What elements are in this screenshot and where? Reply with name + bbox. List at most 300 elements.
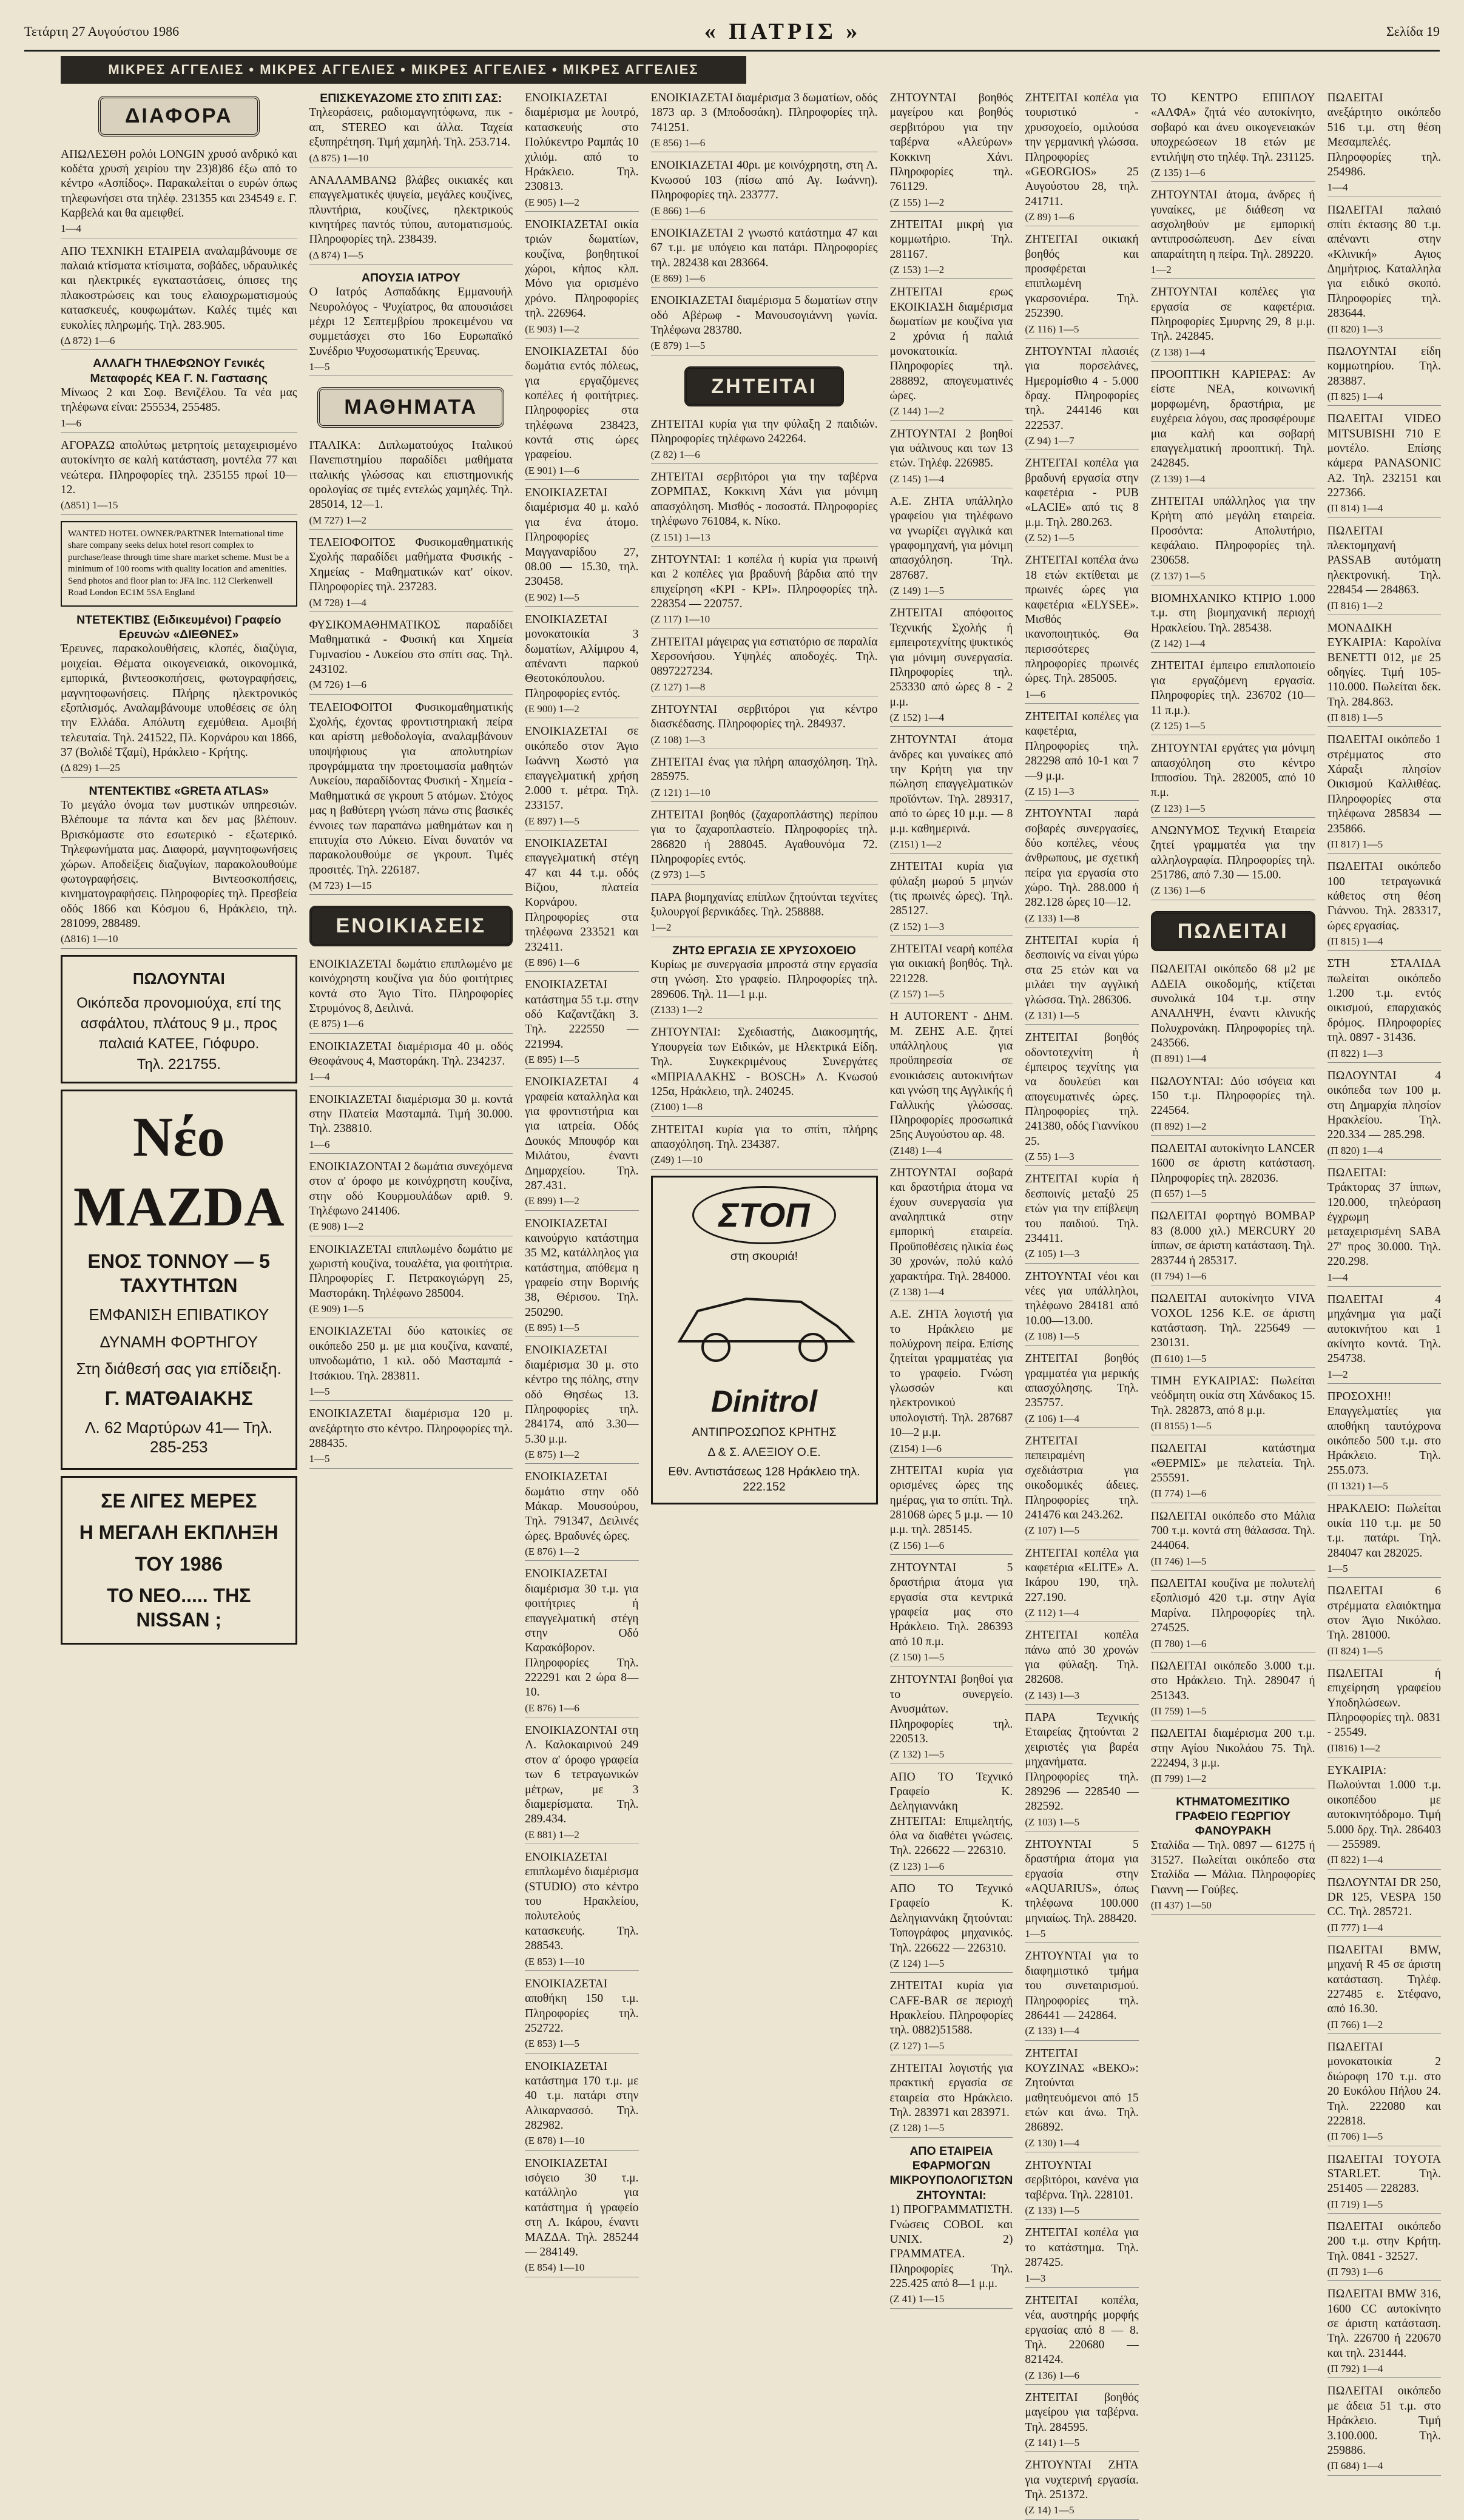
- classified-ad: [1151, 285, 1315, 362]
- ad-text: Ο Ιατρός Ασπαδάκης Εμμανουήλ Νευρολόγος - Ψυχίατρος, θα απουσιάσει μέχρι 12 Σεπτεμβρίου προκειμένου να συμμετάσχει στο 16ο Ευρωπαϊκό Συνέδριο Ψυχοσωματικής Έρευνας.: [309, 286, 513, 358]
- ad-text: Σταλίδα — Τηλ. 0897 — 61275 ή 31527. Πωλείται οικόπεδο στα Σταλίδα — Μάλια. Πληροφορίες Γιαννη — Γούβες.: [1150, 1839, 1315, 1896]
- mazda-ad: [61, 1090, 297, 1470]
- classified-ad: [525, 218, 638, 339]
- ad-text: ΠΑΡΑ βιομηχανίας επίπλων ζητούνται τεχνίτες ξυλουργοί βερνικάδες. Τηλ. 258888.: [650, 891, 878, 918]
- ad-text: ΠΩΛΕΙΤΑΙ παλαιό σπίτι έκτασης 80 τ.μ. απέναντι στην «Κλινική» Αγιος Δημήτριος. Καταλληλα για ειδικό σκοπό. Πληροφορίες τηλ. 283644.: [1327, 203, 1441, 320]
- ad-reference: (Π 824) 1—5: [1327, 1645, 1383, 1657]
- classified-ad: [309, 91, 513, 167]
- ad-text: ΑΠΟ ΤΟ Τεχνικό Γραφείο Κ. Δεληγιαννάκη ζητούνται: Τοπογράφος μηχανικός. Τηλ. 226622 — 226310.: [889, 1882, 1013, 1955]
- ad-reference: (Z 52) 1—5: [1025, 532, 1074, 544]
- ad-reference: (Μ 728) 1—4: [309, 596, 366, 608]
- classified-ad: [1025, 1434, 1138, 1540]
- ad-reference: (Z 127) 1—8: [650, 681, 706, 693]
- ad-reference: (Π 684) 1—4: [1327, 2460, 1383, 2472]
- ad-text: ΕΝΟΙΚΙΑΖΕΤΑΙ σε οικόπεδο στον Άγιο Ιωάννη Χωστό για επαγγελματική χρήση 2.000 τ. μέτρα. Τηλ. 233157.: [525, 725, 639, 812]
- dinitrol-sub: στη σκουριά!: [730, 1249, 798, 1263]
- ad-text: ΕΝΟΙΚΙΑΖΕΤΑΙ δωμάτιο επιπλωμένο με κοινόχρηστη κουζίνα για δύο φοιτήτριες κοντά στο Άγιο Τίτο. Πληροφορίες Στρυμόνος 8, Δειλινά.: [309, 957, 513, 1015]
- ad-text: ΖΗΤΟΥΝΤΑΙ εργάτες για μόνιμη απασχόληση στο κέντρο Ιπποσίου. Τηλ. 282005, από 10 π.μ.: [1150, 742, 1315, 800]
- classified-ad: [525, 345, 638, 480]
- ad-text: ΠΩΛΟΥΝΤΑΙ είδη κομμωτηρίου. Τηλ. 283887.: [1327, 345, 1441, 388]
- ad-reference: (Z148) 1—4: [889, 1144, 942, 1156]
- ad-reference: (Π 822) 1—3: [1327, 1047, 1383, 1059]
- classified-ad: [890, 1464, 1013, 1555]
- ad-reference: (Ε 875) 1—6: [309, 1018, 364, 1030]
- ad-text: ΠΩΛΕΙΤΑΙ ή επιχείρηση γραφείου Υποδηλώσεων. Πληροφορίες τηλ. 0831 - 25549.: [1327, 1666, 1441, 1739]
- classified-ad: [1151, 1509, 1315, 1571]
- ad-text: ΜΟΝΑΔΙΚΗ ΕΥΚΑΙΡΙΑ: Καρολίνα BENETTI 012, με 25 οδηγίες. Τιμή 105-110.000. Πωλείται δεκ. Τηλ. 284.863.: [1327, 621, 1441, 709]
- classified-ad: [61, 356, 297, 433]
- ad-reference: (Π 891) 1—4: [1150, 1053, 1207, 1065]
- ad-reference: (Z49) 1—10: [650, 1154, 703, 1166]
- classified-ad: [309, 1407, 513, 1468]
- classified-ad: [309, 1040, 513, 1086]
- classified-ad: [651, 943, 878, 1020]
- ad-text: ΠΩΛΕΙΤΑΙ αυτοκίνητο VIVA VOXOL 1256 Κ.Ε. σε άριστη κατάσταση. Τηλ. 225649 — 230131.: [1150, 1292, 1315, 1350]
- classified-ad: [1025, 2391, 1138, 2452]
- classified-ad: [1327, 1584, 1441, 1660]
- ad-reference: (Z 156) 1—6: [889, 1539, 945, 1551]
- ad-reference: (Z 137) 1—5: [1150, 570, 1206, 582]
- nissan-line-4: ΤΟ ΝΕΟ..... ΤΗΣ NISSAN ;: [107, 1584, 251, 1631]
- ad-reference: (Z 132) 1—5: [889, 1748, 945, 1760]
- ad-reference: (Π 706) 1—5: [1327, 2131, 1383, 2143]
- notice-sale-plots: [61, 955, 297, 1084]
- classified-ad: [525, 978, 638, 1069]
- section-head-enoikiaseis: ΕΝΟΙΚΙΑΣΕΙΣ: [309, 906, 513, 946]
- classified-ad: [890, 1009, 1013, 1160]
- ad-reference: (Π 774) 1—6: [1150, 1487, 1207, 1500]
- ad-reference: (Ε 895) 1—5: [525, 1054, 579, 1065]
- ad-text: ΖΗΤΕΙΤΑΙ κυρία για την φύλαξη 2 παιδιών. Πληροφορίες τηλέφωνο 242264.: [650, 418, 878, 446]
- classified-ad: [890, 285, 1013, 420]
- ad-text: ΕΝΟΙΚΙΑΖΕΤΑΙ δύο κατοικίες σε οικόπεδο 250 μ. με μια κουζίνα, καναπέ, υπνοδωμάτιο, 1 κιλ. οδό Μασταμπά - Ιτσάκιου. Τηλ. 283811.: [309, 1325, 513, 1383]
- classified-ad: [1327, 1764, 1441, 1870]
- ad-text: ΖΗΤΕΙΤΑΙ μάγειρας για εστιατόριο σε παραλία Χερσονήσου. Υψηλές αποδοχές. Τηλ. 0897227234.: [650, 635, 878, 678]
- classified-ad: [890, 218, 1013, 279]
- ad-reference: (Z 973) 1—5: [650, 869, 706, 881]
- ad-text: ΖΗΤΟΥΝΤΑΙ παρά σοβαρές συνεργασίες, δύο κοπέλες, νέους άνθρωπους, με σχετική πείρα για εργασία στο χώρο. Τηλ. 288.000 ή 282.128 ώρες 10—12.: [1025, 807, 1139, 909]
- ad-reference: (Z 127) 1—5: [889, 2040, 945, 2052]
- nissan-line-1: ΣΕ ΛΙΓΕΣ ΜΕΡΕΣ: [101, 1489, 257, 1512]
- ad-text: ΖΗΤΕΙΤΑΙ κυρία ή δεσποινίς μεταξύ 25 ετών για την επίβλεψη του παιδιού. Τηλ. 234411.: [1025, 1173, 1139, 1245]
- classified-ad: [1151, 1577, 1315, 1653]
- ad-reference: (Δ851) 1—15: [61, 499, 118, 511]
- dinitrol-ad: [651, 1176, 878, 1504]
- dinitrol-brand: Dinitrol: [711, 1384, 817, 1418]
- ad-text: ΕΝΟΙΚΙΑΖΕΤΑΙ διαμέρισμα 120 μ. ανεξάρτητο στο κέντρο. Πληροφορίες τηλ. 288435.: [309, 1407, 513, 1450]
- ad-text: ΖΗΤΟΥΝΤΑΙ κοπέλες για εργασία σε καφετέρια. Πληροφορίες Σμυρνης 29, 8 μ.μ. Τηλ. 242845.: [1150, 286, 1315, 343]
- ad-reference: 1—4: [1327, 181, 1348, 194]
- ad-text: ΠΩΛΕΙΤΑΙ διαμέρισμα 200 τ.μ. στην Αγίου Νικολάου 75. Τηλ. 222494, 3 μ.μ.: [1150, 1727, 1315, 1770]
- ad-reference: (Π 816) 1—2: [1327, 599, 1383, 611]
- classified-ad: [1151, 1209, 1315, 1285]
- classified-ad: [1025, 807, 1138, 928]
- classified-ad: [651, 1123, 878, 1170]
- column-2: [309, 91, 513, 2129]
- ad-reference: (Ε 876) 1—6: [525, 1702, 579, 1714]
- classified-ad: [1327, 1390, 1441, 1496]
- ad-reference: (Z 139) 1—4: [1150, 473, 1206, 485]
- classified-ad: [1151, 494, 1315, 585]
- classified-ad: [1025, 1546, 1138, 1623]
- ad-reference: (Z 136) 1—6: [1150, 884, 1206, 897]
- ad-text: ΕΝΟΙΚΙΑΖΕΤΑΙ επαγγελματική στέγη 47 και 44 τ.μ. οδός Βίζιου, πλατεία Κορνάρου. Πληροφορίες στα τηλέφωνα 233521 και 232411.: [525, 837, 639, 954]
- classified-ad: [525, 1470, 638, 1561]
- mazda-address: Λ. 62 Μαρτύρων 41— Τηλ. 285-253: [85, 1418, 273, 1457]
- ad-text: ΕΝΟΙΚΙΑΖΕΤΑΙ διαμέρισμα 30 τ.μ. για φοιτήτριες ή επαγγελματική στέγη στην Οδό Καρακόβορον. Πληροφορίες Τηλ. 222291 και 2 ώρα 8—10.: [525, 1568, 639, 1699]
- ad-text: ΠΩΛΕΙΤΑΙ κουζίνα με πολυτελή εξοπλισμό 420 τ.μ. στην Αγία Μαρίνα. Πληροφορίες τηλ. 274525.: [1150, 1577, 1315, 1635]
- classified-ad: [1025, 232, 1138, 339]
- ad-text: ΖΗΤΕΙΤΑΙ κυρία για ορισμένες ώρες της ημέρας, για το σπίτι. Τηλ. 281068 ώρες 5 μ.μ. — 10 μ.μ. τηλ. 285145.: [889, 1464, 1013, 1537]
- banner-label: ΜΙΚΡΕΣ ΑΓΓΕΛΙΕΣ • ΜΙΚΡΕΣ ΑΓΓΕΛΙΕΣ • ΜΙΚΡΕΣ ΑΓΓΕΛΙΕΣ • ΜΙΚΡΕΣ ΑΓΓΕΛΙΕΣ: [108, 62, 699, 77]
- ad-reference: (Z 152) 1—4: [889, 712, 945, 723]
- ad-text: ΠΩΛΕΙΤΑΙ αυτοκίνητο LANCER 1600 σε άριστη κατάσταση. Πληροφορίες τηλ. 282036.: [1150, 1142, 1315, 1185]
- classified-ad: [525, 2060, 638, 2151]
- ad-reference: (Z 41) 1—15: [889, 2293, 945, 2305]
- ad-text: ΠΩΛΕΙΤΑΙ μονοκατοικία 2 διώροφη 170 τ.μ. στο 20 Ευκόλου Πήλου 24. Τηλ. 222080 και 222818.: [1327, 2041, 1441, 2128]
- ad-text: ΦΥΣΙΚΟΜΑΘΗΜΑΤΙΚΟΣ παραδίδει Μαθηματικά - Φυσική και Χημεία Γυμνασίου - Λυκείου στο σπίτι σας. Τηλ. 243102.: [309, 618, 513, 676]
- header-rule: [24, 50, 1440, 52]
- ad-text: ΕΝΟΙΚΙΑΖΕΤΑΙ επιπλωμένο διαμέρισμα (STUDIO) στο κέντρο του Ηρακλείου, πολυτελούς κατασκευής. Τηλ. 288543.: [525, 1850, 639, 1953]
- classified-ad: [1025, 2458, 1138, 2519]
- ad-text: ΖΗΤΟΥΝΤΑΙ σερβιτόροι, κανένα για ταβέρνα. Τηλ. 228101.: [1025, 2159, 1139, 2202]
- classified-ad: [890, 1673, 1013, 1764]
- ad-reference: (Π 825) 1—4: [1327, 390, 1383, 402]
- ad-text: ΠΩΛΕΙΤΑΙ ανεξάρτητο οικόπεδο 516 τ.μ. στη θέση Μεσαμπελές. Πληροφορίες τηλ. 254986.: [1327, 92, 1441, 178]
- mazda-line-2: ΕΜΦΑΝΙΣΗ ΕΠΙΒΑΤΙΚΟΥ: [89, 1305, 269, 1324]
- ad-text: ΑΠΟ ΤΕΧΝΙΚΗ ΕΤΑΙΡΕΙΑ αναλαμβάνουμε σε παλαιά κτίσματα κτίσιματα, σοβάδες, υδραυλικές και ηλεκτρικές εγκαταστάσεις, όπισες της πλακοστρώσεις και τους ελαιοχρωματισμούς κατασκευές, κουφωμάτων. Καλές τιμές και ευκολίες πληρωμής. Τηλ. 283.905.: [61, 244, 297, 332]
- ad-text: ΠΑΡΑ Τεχνικής Εταιρείας ζητούνται 2 χειριστές για βαρέα μηχανήματα. Πληροφορίες τηλ. 289296 — 228540 — 282592.: [1025, 1711, 1139, 1813]
- ad-reference: (Π 792) 1—4: [1327, 2363, 1383, 2375]
- ad-reference: (Ε 856) 1—6: [650, 137, 706, 149]
- classified-ad: [890, 733, 1013, 854]
- columns: [61, 91, 1441, 2516]
- notice-text: Οικόπεδα προνομιούχα, επί της ασφάλτου, πλάτους 9 μ., προς παλαιά ΚΑΤΕΕ, Γιόφυρο.: [76, 995, 282, 1053]
- ad-text: ΤΕΛΕΙΟΦΟΙΤΟΙ Φυσικομαθηματικής Σχολής, έχοντας φροντιστηριακή πείρα και αρίστη μεθοδολογία, αναλαμβάνουν υποψήφιους για απολυτηρίων προγράμματα την προετοιμασία μαθητών Λυκείου, παραδίδοντας Φυσική - Χημεία - Μαθηματικά σε γκρουπ 5 ατόμων. Στόχος μας η βαθύτερη γνώση πάνω στις βασικές έννοιες των παραπάνω μαθημάτων και η επιτυχία στο Λύκειο. Είναι δυνατόν να παρακολουθούμε σε γκρουπ. Τιμές προσιτές. Τηλ. 226187.: [309, 701, 513, 877]
- ad-text: ΕΝΟΙΚΙΑΖΕΤΑΙ διαμέρισμα 40 μ. οδός Θεοφάνους 4, Μαστοράκη. Τηλ. 234237.: [309, 1040, 513, 1068]
- classified-ad: [525, 1723, 638, 1844]
- ad-text: ΕΝΟΙΚΙΑΖΟΝΤΑΙ στη Λ. Καλοκαιρινού 249 στον α' όροφο γραφεία των 6 τετραγωνικών μέτρων, με 3 διαμερίσματα. Τηλ. 289.434.: [525, 1724, 639, 1826]
- ad-title: ΚΤΗΜΑΤΟΜΕΣΙΤΙΚΟ ΓΡΑΦΕΙΟ ΓΕΩΡΓΙΟΥ ΦΑΝΟΥΡΑΚΗ: [1175, 1794, 1291, 1838]
- ad-text: ΖΗΤΟΥΝΤΑΙ σερβιτόροι για κέντρο διασκέδασης. Πληροφορίες τηλ. 284937.: [650, 702, 878, 731]
- ad-text: ΕΝΟΙΚΙΑΖΕΤΑΙ δύο δωμάτια εντός πόλεως, για εργαζόμενες κοπέλες ή φοιτήτριες. Πληροφορίες στα τηλέφωνα 238423, κοντά στις ώρες γραφείου.: [525, 345, 639, 462]
- classified-ad: [525, 486, 638, 607]
- ad-reference: 1—6: [61, 417, 81, 429]
- ad-reference: (Ε 876) 1—2: [525, 1546, 579, 1558]
- ad-text: ΕΝΟΙΚΙΑΖΕΤΑΙ καινούργιο κατάστημα 35 Μ2, κατάλληλος για κατάστημα, απόθεμα η γραφείο στην Βορινής 38, Θέρισου. Τηλ. 250290.: [525, 1217, 639, 1319]
- ad-reference: (Z 143) 1—3: [1025, 1689, 1080, 1701]
- classified-ad: [651, 808, 878, 884]
- ad-text: ΖΗΤΕΙΤΑΙ λογιστής για πρακτική εργασία σε εταιρεία στο Ηράκλειο. Τηλ. 283971 και 283971.: [889, 2061, 1013, 2119]
- ad-title: ΝΤΕΤΕΚΤΙΒΣ (Ειδικευμένοι) Γραφείο Ερευνών «ΔΙΕΘΝΕΣ»: [76, 613, 282, 641]
- ad-reference: (Δ816) 1—10: [61, 933, 118, 945]
- classified-ad: [890, 1979, 1013, 2055]
- dinitrol-address: Δ & Σ. ΑΛΕΞΙΟΥ Ο.Ε.: [707, 1445, 821, 1459]
- ad-reference: (Π 1321) 1—5: [1327, 1480, 1388, 1492]
- classified-ad: [1327, 2152, 1441, 2214]
- ad-text: ΕΥΚΑΙΡΙΑ: Πωλούνται 1.000 τ.μ. οικοπέδου με αυτοκινητόδρομο. Τιμή 5.000 δρχ. Τηλ. 286403 — 255989.: [1327, 1764, 1441, 1851]
- classified-ad: [1327, 1943, 1441, 2034]
- classified-ad: [1151, 91, 1315, 182]
- classified-ad: [890, 1561, 1013, 1667]
- classified-ad: [1151, 1074, 1315, 1136]
- column-7: [1151, 91, 1315, 2129]
- ad-reference: (Z 103) 1—5: [1025, 1816, 1080, 1828]
- classified-ad: [1327, 1501, 1441, 1578]
- ad-reference: (Π 820) 1—4: [1327, 1144, 1383, 1156]
- classified-ad: [1151, 188, 1315, 279]
- mazda-title: Νέο MAZDA: [73, 1106, 285, 1238]
- ad-reference: (Z 133) 1—4: [1025, 2025, 1080, 2037]
- classified-ad: [61, 439, 297, 515]
- ad-reference: (Ε 881) 1—2: [525, 1828, 579, 1841]
- ad-text: ΖΗΤΕΙΤΑΙ νεαρή κοπέλα για οικιακή βοηθός. Τηλ. 221228.: [889, 942, 1013, 985]
- ad-text: ΖΗΤΕΙΤΑΙ κοπέλα, νέα, αυστηρής μορφής εργασίας από 8 — 8. Τηλ. 220680 — 821424.: [1025, 2294, 1139, 2367]
- ad-reference: (Ε 854) 1—10: [525, 2262, 585, 2274]
- classified-ad: [1025, 1172, 1138, 1263]
- ad-text: ΠΩΛΕΙΤΑΙ οικόπεδο 100 τετραγωνικά κάθετος στη θέση Γιάννου. Τηλ. 283317, ώρες εργασίας.: [1327, 860, 1441, 932]
- ad-reference: 1—4: [309, 1071, 330, 1083]
- ad-reference: 1—6: [1025, 688, 1046, 700]
- classified-ad: [1025, 934, 1138, 1025]
- classified-ad: [1327, 1069, 1441, 1160]
- classified-ad: [1327, 2287, 1441, 2378]
- classified-ad: [1151, 1659, 1315, 1720]
- classified-ad: [1025, 1270, 1138, 1346]
- classified-ad: [1151, 659, 1315, 735]
- ad-reference: (Π 822) 1—4: [1327, 1854, 1383, 1866]
- ad-reference: (Ε 905) 1—2: [525, 196, 579, 208]
- ad-reference: (Z 124) 1—5: [889, 1957, 945, 1969]
- classified-ad: [1327, 91, 1441, 197]
- car-icon: [661, 1268, 868, 1378]
- ad-text: ΠΩΛΕΙΤΑΙ οικόπεδο 68 μ2 με ΑΔΕΙΑ οικοδομής, κτίζεται συνολικά 104 τ.μ. στην ΑΝΑΛΗΨΗ, έναντι κλινικής Πολυχρονάκη. Πληροφορίες τηλ. 243566.: [1150, 963, 1315, 1049]
- classified-ad: [651, 226, 878, 288]
- ad-reference: (Π 818) 1—5: [1327, 712, 1383, 723]
- ad-text: ΖΗΤΕΙΤΑΙ κοπέλα για το κατάστημα. Τηλ. 287425.: [1025, 2226, 1139, 2269]
- ad-text: ΑΝΩΝΥΜΟΣ Τεχνική Εταιρεία ζητεί γραμματέα για την αλληλογραφία. Πληροφορίες τηλ. 251786, από 7.30 — 15.00.: [1150, 824, 1315, 881]
- ad-reference: 1—4: [61, 223, 81, 235]
- ad-reference: (Π 892) 1—2: [1150, 1120, 1207, 1132]
- ad-reference: 1—5: [309, 1453, 330, 1465]
- ad-reference: (Z 112) 1—4: [1025, 1607, 1079, 1619]
- classifieds-banner: [61, 56, 746, 84]
- ad-reference: (Ε 908) 1—2: [309, 1221, 364, 1233]
- classified-ad: [525, 837, 638, 972]
- ad-reference: (Z 153) 1—2: [889, 264, 945, 275]
- dinitrol-address-2: Εθν. Αντιστάσεως 128 Ηράκλειο τηλ. 222.152: [668, 1465, 860, 1494]
- classified-ad: [1151, 962, 1315, 1068]
- ad-reference: (Δ 872) 1—6: [61, 334, 115, 346]
- ad-text: ΒΙΟΜΗΧΑΝΙΚΟ ΚΤΙΡΙΟ 1.000 τ.μ. στη βιομηχανική περιοχή Ηρακλείου. Τηλ. 285438.: [1150, 592, 1315, 635]
- classified-ad: [309, 1093, 513, 1154]
- ad-text: ΠΩΛΕΙΤΑΙ οικόπεδο 200 τ.μ. στην Κρήτη. Τηλ. 0841 - 32527.: [1327, 2220, 1441, 2263]
- classified-ad: [651, 702, 878, 749]
- ad-text: ΖΗΤΟΥΝΤΑΙ: Σχεδιαστής, Διακοσμητής, Υπουργεία των Ειδικών, με Ηλεκτρικά Είδη. Τηλ. Συγκεκριμένους Συνεργάτες «ΜΠΡΙΑΛΑΚΗΣ - BOSCH» Λ. Κνωσού 125α, Ηράκλειο, τηλ. 240245.: [650, 1026, 878, 1098]
- ad-reference: (Z 144) 1—2: [889, 405, 945, 417]
- ad-reference: (Π 814) 1—4: [1327, 502, 1383, 514]
- ad-text: ΕΝΟΙΚΙΑΖΕΤΑΙ ισόγειο 30 τ.μ. κατάλληλο για κατάστημα ή γραφείο στη Λ. Ικάρου, έναντι ΜΑΖΔΑ. Τηλ. 285244 — 284149.: [525, 2157, 639, 2259]
- ad-title: ΕΠΙΣΚΕΥΑΖΟΜΕ ΣΤΟ ΣΠΙΤΙ ΣΑΣ:: [320, 92, 502, 105]
- classified-ad: [1025, 2294, 1138, 2385]
- ad-reference: (Π 719) 1—5: [1327, 2198, 1383, 2210]
- ad-text: ΖΗΤΟΥΝΤΑΙ βοηθοί για το συνεργείο. Ανυσμάτων. Πληροφορίες τηλ. 220513.: [889, 1673, 1013, 1745]
- ad-reference: (Z 123) 1—5: [1150, 802, 1206, 814]
- classified-ad: [1025, 1838, 1138, 1944]
- header-bar: [24, 19, 1440, 44]
- ad-text: ΤΕΛΕΙΟΦΟΙΤΟΣ Φυσικομαθηματικής Σχολής παραδίδει μαθήματα Φυσικής - Χημείας - Μαθηματικών κατ' οίκον. Πληροφορίες τηλ. 237283.: [309, 536, 513, 594]
- ad-reference: (Δ 829) 1—25: [61, 762, 120, 774]
- ad-reference: (Z 116) 1—5: [1025, 323, 1079, 335]
- ad-reference: (Π816) 1—2: [1327, 1742, 1380, 1754]
- ad-reference: 1—4: [1327, 1271, 1348, 1283]
- classified-ad: [1327, 621, 1441, 727]
- ad-text: ΠΩΛΕΙΤΑΙ οικόπεδο στο Μάλια 700 τ.μ. κοντά στη θάλασσα. Τηλ. 244064.: [1150, 1509, 1315, 1552]
- ad-text: ΕΝΟΙΚΙΑΖΕΤΑΙ επιπλωμένο δωμάτιο με χωριστή κουζίνα, τουαλέτα, για φοιτήτρια. Πληροφορίες Γ. Πετρακογιώργη 25, Μαστοράκη. Τηλέφωνο 285004.: [309, 1242, 513, 1300]
- ad-text: ΕΝΟΙΚΙΑΖΕΤΑΙ διαμέρισμα 5 δωματίων στην οδό Αβέρωφ - Μανουσογιάννη γωνία. Τηλέφωνα 283780.: [650, 294, 878, 337]
- ad-text: Α.Ε. ΖΗΤΑ υπάλληλο γραφείου για τηλέφωνο να γνωρίζει αγγλικά και γραφομηχανή, για μόνιμη απασχόληση. Τηλ. 287687.: [889, 494, 1013, 582]
- ad-reference: (Z 155) 1—2: [889, 196, 945, 208]
- classified-ad: [651, 91, 878, 152]
- ad-text: ΖΗΤΟΥΝΤΑΙ: 1 κοπέλα ή κυρία για πρωινή και 2 κοπέλες για βραδυνή βάρδια από την επιχείρηση «KPI - KPI». Πληροφορίες τηλ. 228354 — 220757.: [650, 553, 878, 610]
- ad-text: ΖΗΤΟΥΝΤΑΙ άτομα, άνδρες ή γυναίκες, με διάθεση να ασχοληθούν με εμπορική αντιπροσώπευση. Δεν είναι απαραίτητη η πείρα. Τηλ. 289220.: [1150, 189, 1315, 261]
- classified-ad: [651, 891, 878, 937]
- ad-reference: (Π 657) 1—5: [1150, 1188, 1207, 1200]
- ad-reference: (Z 89) 1—6: [1025, 211, 1074, 223]
- classified-ad: [1327, 2384, 1441, 2475]
- classified-ad: [1025, 553, 1138, 704]
- classified-ad: [525, 1977, 638, 2053]
- classified-ad: [1151, 1727, 1315, 1788]
- issue-date: Τετάρτη 27 Αυγούστου 1986: [24, 24, 180, 39]
- ad-reference: (Z 152) 1—3: [889, 920, 945, 932]
- classified-ad: [309, 439, 513, 530]
- ad-reference: (Ε 896) 1—6: [525, 956, 579, 968]
- ad-reference: (Z 138) 1—4: [889, 1285, 945, 1298]
- ad-reference: (Z 133) 1—5: [1025, 2205, 1080, 2217]
- ad-reference: 1—2: [650, 921, 672, 934]
- classified-ad: [309, 271, 513, 377]
- ad-text: ΤΟ ΚΕΝΤΡΟ ΕΠΙΠΛΟΥ «ΑΛΦΑ» ζητά νέο αυτοκίνητο, σοβαρό και άνευ οικογενειακών υποχρεώσεων 18 ετών με εντιλήψη στο τηλέφ. Τηλ. 231125.: [1150, 92, 1315, 164]
- classified-ad: [1151, 824, 1315, 900]
- ad-text: ΖΗΤΟΥΝΤΑΙ βοηθός μαγείρου και βοηθός σερβιτόρου για την ταβέρνα «Αλεύρων» Κοκκινη Χάνι. Πληροφορίες τηλ. 761129.: [889, 92, 1013, 194]
- ad-title: ΝΤΕΝΤΕΚΤΙΒΣ «GRETA ATLAS»: [89, 784, 269, 798]
- ad-text: ΖΗΤΕΙΤΑΙ κυρία για φύλαξη μωρού 5 μηνών (τις πρωινές ώρες). Τηλ. 285127.: [889, 860, 1013, 918]
- ad-reference: (Z 82) 1—6: [650, 448, 700, 460]
- ad-reference: (Z 150) 1—5: [889, 1651, 945, 1663]
- ad-text: ΕΝΟΙΚΙΑΖΕΤΑΙ αποθήκη 150 τ.μ. Πληροφορίες τηλ. 252722.: [525, 1977, 639, 2035]
- ad-text: ΖΗΤΟΥΝΤΑΙ 5 δραστήρια άτομα για εργασία στην «AQUARIUS», όπως τηλέφωνα 100.000 μηνιαίως. Τηλ. 288420.: [1025, 1838, 1139, 1925]
- ad-text: ΠΩΛΕΙΤΑΙ VIDEO MITSUBISHI 710 Ε μοντέλο. Επίσης κάμερα PANASONIC A2. Τηλ. 232151 και 227366.: [1327, 413, 1441, 499]
- classified-ad: [61, 244, 297, 351]
- classified-ad: [1025, 456, 1138, 547]
- ad-text: ΕΝΟΙΚΙΑΖΕΤΑΙ διαμέρισμα 30 μ. στο κέντρο της πόλης, στην οδό Θησέως 13. Πληροφορίες τηλ. 284174, από 3.30—5.30 μ.μ.: [525, 1344, 639, 1446]
- ad-reference: (Ε 897) 1—5: [525, 815, 579, 827]
- nissan-ad: [61, 1476, 297, 1645]
- ad-reference: (Π 780) 1—6: [1150, 1637, 1207, 1649]
- ad-reference: (Π 437) 1—50: [1150, 1899, 1212, 1912]
- ad-text: ΠΡΟΣΟΧΗ!! Επαγγελματίες για αποθήκη ταυτόχρονα οικόπεδο 500 τ.μ. στο Ηράκλειο. Τηλ. 255.073.: [1327, 1390, 1441, 1477]
- classified-ad: [1151, 741, 1315, 818]
- ad-text: ΕΝΟΙΚΙΑΖΕΤΑΙ κατάστημα 55 τ.μ. στην οδό Καζαντζάκη 3. Τηλ. 222550 — 221994.: [525, 979, 639, 1051]
- ad-text: ΠΩΛΕΙΤΑΙ πλεκτομηχανή PASSAB αυτόματη ηλεκτρονική. Τηλ. 228454 — 284863.: [1327, 524, 1441, 597]
- classified-ad: [1327, 2220, 1441, 2281]
- classified-ad: [1327, 860, 1441, 951]
- classified-ad: [1025, 1628, 1138, 1705]
- ad-text: ΖΗΤΕΙΤΑΙ κοπέλες για καφετέρια, Πληροφορίες τηλ. 282298 από 10-1 και 7—9 μ.μ.: [1025, 710, 1139, 783]
- classified-ad: [1327, 412, 1441, 518]
- ad-title: ΖΗΤΩ ΕΡΓΑΣΙΑ ΣΕ ΧΡΥΣΟΧΟΕΙΟ: [672, 943, 856, 957]
- ad-reference: (Ε 866) 1—6: [650, 204, 706, 217]
- ad-text: ΕΝΟΙΚΙΑΖΕΤΑΙ διαμέρισμα 3 δωματίων, οδός 1873 αρ. 3 (Μποδοσάκη). Πληροφορίες τηλ. 741251.: [650, 92, 878, 134]
- ad-reference: (Μ 727) 1—2: [309, 514, 366, 526]
- classified-ad: [651, 553, 878, 629]
- ad-text: ΤΙΜΗ ΕΥΚΑΙΡΙΑΣ: Πωλείται νεόδμητη οικία στη Χάνδακος 15. Τηλ. 282873, από 8 μ.μ.: [1150, 1374, 1315, 1417]
- classified-ad: [890, 1770, 1013, 1876]
- nissan-line-2: Η ΜΕΓΑΛΗ ΕΚΠΛΗΞΗ: [79, 1521, 278, 1543]
- classified-ad: [309, 174, 513, 264]
- ad-text: ΖΗΤΕΙΤΑΙ έμπειρο επιπλοποιείο για εργαζόμενη εργασία. Πληροφορίες τηλ. 236702 (10—11 π.μ.).: [1150, 659, 1315, 717]
- ad-text: ΖΗΤΕΙΤΑΙ κυρία για το σπίτι, πλήρης απασχόληση. Τηλ. 234387.: [650, 1123, 878, 1151]
- ad-reference: (Π 820) 1—3: [1327, 323, 1383, 335]
- classified-ad: [309, 536, 513, 612]
- classified-ad: [1025, 2226, 1138, 2287]
- ad-reference: 1—2: [1327, 1368, 1348, 1380]
- classified-ad: [1025, 2047, 1138, 2153]
- ad-text: Κυρίως με συνεργασία μπροστά στην εργασία στη γνώση. Στο γραφείο. Πληροφορίες τηλ. 289606. Τηλ. 11—1 μ.μ.: [650, 958, 878, 1001]
- ad-text: ΕΝΟΙΚΙΑΖΕΤΑΙ 2 γνωστό κατάστημα 47 και 67 τ.μ. με υπόγειο και πατάρι. Πληροφορίες τηλ. 282438 και 283664.: [650, 226, 878, 269]
- ad-text: ΑΓΟΡΑΖΩ απολύτως μετρητοίς μεταχειρισμένο αυτοκίνητο σε καλή κατάσταση, μοντέλα 77 και νεώτερα. Πληροφορίες τηλ. 235155 πρωί 10—12.: [61, 439, 297, 496]
- ad-reference: (Z 123) 1—6: [889, 1860, 945, 1872]
- section-head-diafora: ΔΙΑΦΟΡΑ: [98, 96, 260, 136]
- ad-text: ΖΗΤΕΙΤΑΙ κυρία ή δεσποινίς να είναι γύρω στα 25 ετών και να μιλάει την αγγλική γλώσσα. Τηλ. 286306.: [1025, 934, 1139, 1006]
- ad-text: ΖΗΤΕΙΤΑΙ κοπέλα για βραδυνή εργασία στην καφετέρια - PUB «LACIE» από τις 8 μ.μ. Τηλ. 280.263.: [1025, 457, 1139, 529]
- classified-ad: [651, 158, 878, 220]
- classified-ad: [61, 784, 297, 949]
- ad-title: ΑΛΛΑΓΗ ΤΗΛΕΦΩΝΟΥ Γενικές Μεταφορές ΚΕΑ Γ. Ν. Γαστασης: [90, 357, 268, 385]
- classified-ad: [1327, 1666, 1441, 1757]
- ad-text: ΖΗΤΕΙΤΑΙ ερως ΕΚΟΙΚΙΑΣΗ διαμέρισμα δωματίων με κουζίνα για 2 χρόνια ή παλιά μονοκατοικία. Πληροφορίες τηλ. 288892, απογευματινές ώρες.: [889, 286, 1013, 402]
- ad-reference: (Ε 878) 1—10: [525, 2135, 585, 2147]
- ad-reference: (Z 121) 1—10: [650, 786, 710, 798]
- ad-text: ΖΗΤΟΥΝΤΑΙ 2 βοηθοί για υάλινους και των 13 ετών. Τηλέφ. 226985.: [889, 427, 1013, 470]
- classified-ad: [890, 1882, 1013, 1973]
- ad-reference: (Ε 879) 1—5: [650, 340, 706, 352]
- ad-text: ΖΗΤΕΙΤΑΙ μικρή για κομμωτήριο. Τηλ. 281167.: [889, 218, 1013, 261]
- ad-reference: (Z 55) 1—3: [1025, 1151, 1074, 1163]
- ad-text: ΠΩΛΟΥΝΤΑΙ 4 οικόπεδα των 100 μ. στη Δημαρχία πλησίον Ηρακλείου. Τηλ. 220.334 — 285.298.: [1327, 1069, 1441, 1142]
- ad-text: ΠΡΟΟΠΤΙΚΗ ΚΑΡΙΕΡΑΣ: Αν είστε ΝΕΑ, κοινωνική μορφωμένη, δραστήρια, με ευχέρεια λόγου, σας προσφέρουμε μια καλή και σοβαρή επαγγελματική προοπτική. Τηλ. 242845.: [1150, 368, 1315, 470]
- page-number: Σελίδα 19: [1386, 24, 1440, 39]
- ad-reference: (Ε 900) 1—2: [525, 703, 579, 715]
- section-head-mathimata: ΜΑΘΗΜΑΤΑ: [317, 387, 504, 428]
- ad-text: Το μεγάλο όνομα των μυστικών υπηρεσιών. Βλέπουμε τα πάντα και δεν μας βλέπουν. Βρισκόμαστε στο εσωτερικό - εξωτερικό. Τηλεφωνήματα μας. Διαφορά, μαγνητοφωνήσεις χώρων. Αποδείξεις διαζυγίων, παρακολουθούμε φωτογραφήσεις. Βιντεοσκοπήσεις, κινηματογραφήσεις. Πληροφορίες τηλ. Πρεσβεία οδός 1866 και Κόσμου 6, Ηράκλειο, τηλ. 281099, 288489.: [61, 799, 297, 930]
- ad-text: ΕΝΟΙΚΙΑΖΕΤΑΙ 40ρι. με κοινόχρηστη, στη Λ. Κνωσού 103 (πίσω από Αγ. Ιωάννη). Πληροφορίες τηλ. 233777.: [650, 159, 878, 202]
- english-ad: WANTED HOTEL OWNER/PARTNER International time share company seeks delux hotel resort complex to purchase/lease through time share market scheme. Must be a minimum of 100 rooms with quality location and amenities. Send photos and floor plan to: JFA Inc. 112 Clerkenwell Road London EC1M 5SA England: [61, 521, 297, 607]
- classified-ad: [61, 147, 297, 238]
- ad-text: ΖΗΤΕΙΤΑΙ απόφοιτος Τεχνικής Σχολής ή εμπειροτεχνίτης ψυκτικός για μόνιμη συνεργασία. Πληροφορίες τηλ. 253330 από ώρες 8 - 2 μ.μ.: [889, 607, 1013, 709]
- ad-reference: 1—6: [309, 1138, 330, 1150]
- ad-text: ΖΗΤΕΙΤΑΙ πεπειραμένη σχεδιάστρια για οικοδομικές άδειες. Πληροφορίες τηλ. 241476 και 243.262.: [1025, 1435, 1139, 1521]
- ad-text: ΖΗΤΕΙΤΑΙ ΚΟΥΖΙΝΑΣ «ΒΕΚΟ»: Ζητούνται μαθητευόμενοι από 15 ετών και άνω. Τηλ. 286892.: [1025, 2047, 1139, 2134]
- classified-ad: [1025, 1711, 1138, 1831]
- classified-ad: [309, 1242, 513, 1319]
- classified-ad: [651, 417, 878, 464]
- ad-text: ΖΗΤΕΙΤΑΙ ένας για πλήρη απασχόληση. Τηλ. 285975.: [650, 755, 878, 784]
- classified-ad: [1327, 957, 1441, 1063]
- classified-ad: [525, 1217, 638, 1338]
- ad-reference: (Δ 875) 1—10: [309, 152, 369, 164]
